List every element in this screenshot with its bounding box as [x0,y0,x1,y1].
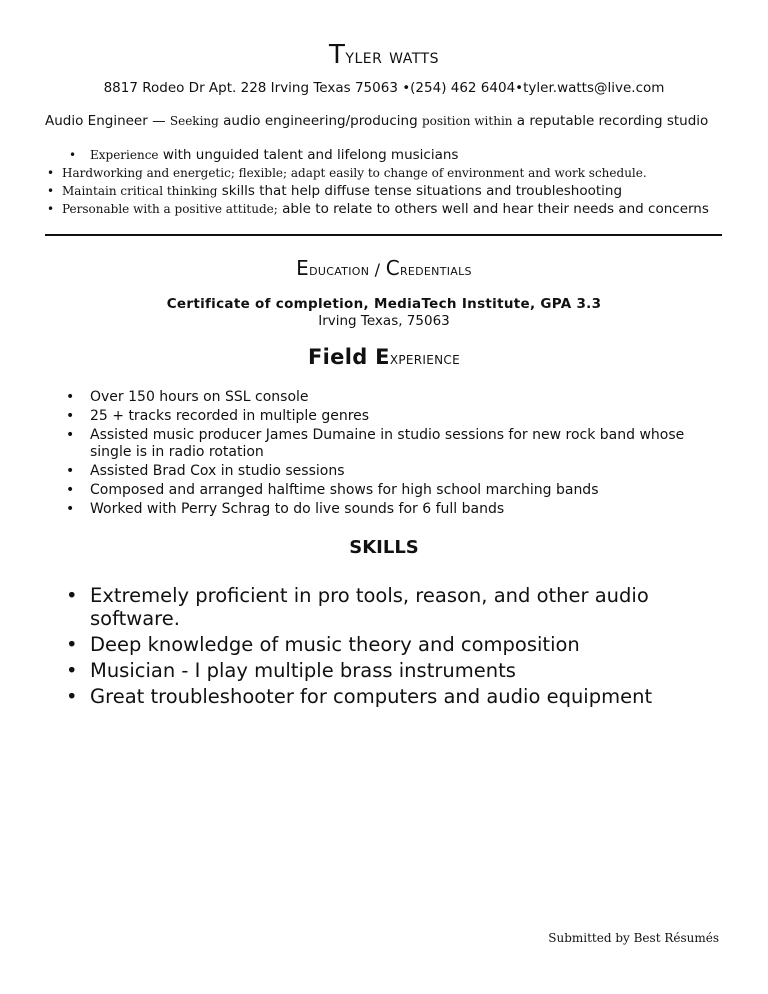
objective-role: Audio Engineer — [45,113,170,129]
list-item: • Worked with Perry Schrag to do live sounds for 6 full bands [66,501,726,518]
heading-rest: ducation / [309,260,386,279]
skills-heading: SKILLS [349,537,419,558]
list-item: • Musician - I play multiple brass instruments [66,659,706,682]
field-experience-list [66,389,726,520]
footer-credit: Submitted by Best Résumés [548,931,719,945]
field-heading [0,345,768,369]
summary-serif: Experience [90,148,159,162]
heading-cap: E [375,345,390,369]
heading-rest: xperience [389,349,460,369]
list-item: • Assisted music producer James Dumaine in studio sessions for new rock band whose single is in radio rotation [66,427,726,461]
summary-rest: skills that help diffuse tense situations and troubleshooting [217,183,623,199]
objective-line [45,113,708,129]
education-heading [0,256,768,280]
name-rest: yler watts [345,44,439,68]
bullet: • [47,166,55,180]
bullet: • [47,202,55,216]
summary-text [90,146,458,164]
list-item: • Over 150 hours on SSL console [66,389,726,406]
section-divider [45,234,722,236]
objective-seeking: Seeking [169,114,219,128]
summary-item [0,200,740,218]
heading-rest: redentials [399,260,472,279]
list-item: • Composed and arranged halftime shows for high school marching bands [66,482,726,499]
objective-text-2: a reputable recording studio [512,113,709,129]
list-item: • Extremely proficient in pro tools, reason, and other audio software. [66,584,706,630]
name-initial: T [329,40,346,70]
objective-text-1: audio engineering/producing [218,113,422,129]
summary-text [62,200,709,218]
heading-cap: E [296,256,310,280]
heading-word: Field [308,345,376,369]
summary-item [0,146,740,164]
summary-rest: with unguided talent and lifelong musicians [158,147,459,163]
summary-list [0,146,740,218]
skills-list [66,584,706,711]
bullet: • [69,148,77,162]
contact-line: 8817 Rodeo Dr Apt. 228 Irving Texas 75063 •(254) 462 6404•tyler.watts@live.com [103,80,665,96]
summary-serif: Personable with a positive attitude; [62,202,278,216]
objective-position: position within [421,114,513,128]
heading-cap: C [385,256,400,280]
candidate-name [0,40,768,70]
bullet: • [47,184,55,198]
list-item: • Great troubleshooter for computers and audio equipment [66,685,706,708]
summary-item [0,182,740,200]
education-location: Irving Texas, 75063 [318,313,450,329]
list-item: • Deep knowledge of music theory and composition [66,633,706,656]
education-certificate: Certificate of completion, MediaTech Institute, GPA 3.3 [166,296,602,312]
list-item: • Assisted Brad Cox in studio sessions [66,463,726,480]
summary-item [0,164,740,182]
list-item: • 25 + tracks recorded in multiple genres [66,408,726,425]
summary-text [62,182,622,200]
summary-text: Hardworking and energetic; flexible; adapt easily to change of environment and work schedule. [62,166,647,180]
summary-rest: able to relate to others well and hear their needs and concerns [277,201,709,217]
summary-serif: Maintain critical thinking [62,184,218,198]
